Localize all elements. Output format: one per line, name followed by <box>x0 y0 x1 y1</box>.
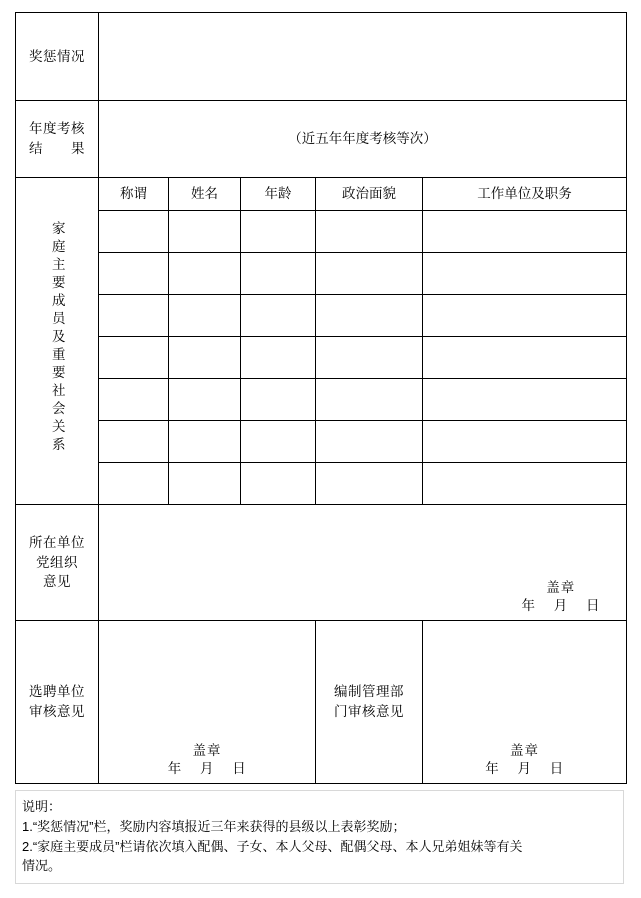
row-review-opinions <box>16 621 627 784</box>
staffing-dept-date-line[interactable]: 年 月 日 <box>485 760 564 776</box>
cell-name[interactable] <box>169 463 241 505</box>
label-hiring-unit-opinion-line2: 审核意见 <box>29 704 85 719</box>
cell-name[interactable] <box>169 379 241 421</box>
cell-relation[interactable] <box>99 211 169 253</box>
label-family-relations-text: 家庭主要成员及重要社会关系 <box>49 221 65 456</box>
table-row <box>16 421 627 463</box>
cell-political-status[interactable] <box>316 379 423 421</box>
cell-name[interactable] <box>169 421 241 463</box>
table-row <box>16 295 627 337</box>
cell-name[interactable] <box>169 295 241 337</box>
field-reward-punishment[interactable] <box>99 13 627 101</box>
cell-name[interactable] <box>169 337 241 379</box>
field-annual-assessment[interactable]: （近五年年度考核等次） <box>99 101 627 178</box>
label-family-relations <box>16 178 99 505</box>
cell-relation[interactable] <box>99 253 169 295</box>
table-row <box>16 211 627 253</box>
label-annual-assessment-line2: 结 果 <box>29 141 85 156</box>
footnote-item-2-continued: 情况。 <box>22 858 62 874</box>
table-row <box>16 253 627 295</box>
footnote-heading: 说明： <box>22 799 62 814</box>
label-party-org-opinion-line2: 党组织 <box>36 554 78 570</box>
label-annual-assessment <box>16 101 99 178</box>
cell-political-status[interactable] <box>316 295 423 337</box>
personnel-form-table <box>15 12 627 784</box>
cell-workplace-position[interactable] <box>423 463 627 505</box>
cell-political-status[interactable] <box>316 463 423 505</box>
label-staffing-dept-opinion-line1: 编制管理部 <box>334 684 404 700</box>
cell-age[interactable] <box>241 421 316 463</box>
hiring-unit-stamp-block <box>168 742 247 778</box>
row-annual-assessment <box>16 101 627 178</box>
hiring-unit-date-line[interactable]: 年 月 日 <box>167 760 247 776</box>
party-org-seal-label: 盖章 <box>546 579 576 595</box>
footnote-item-2: 2.“家庭主要成员”栏请依次填入配偶、子女、本人父母、配偶父母、本人兄弟姐妹等有关 <box>22 838 523 854</box>
column-header-political-status: 政治面貌 <box>316 178 423 211</box>
label-annual-assessment-line1: 年度考核 <box>29 121 85 137</box>
party-org-opinion-body <box>99 506 626 619</box>
cell-age[interactable] <box>241 295 316 337</box>
row-family-header <box>16 178 627 211</box>
cell-relation[interactable] <box>99 421 169 463</box>
field-staffing-dept-opinion[interactable] <box>423 621 627 784</box>
cell-name[interactable] <box>169 211 241 253</box>
label-reward-punishment: 奖惩情况 <box>16 13 99 101</box>
cell-political-status[interactable] <box>316 421 423 463</box>
footnote-box <box>15 790 624 884</box>
column-header-name: 姓名 <box>169 178 241 211</box>
hiring-unit-seal-label: 盖章 <box>192 742 222 758</box>
table-row <box>16 463 627 505</box>
cell-age[interactable] <box>241 211 316 253</box>
label-party-org-opinion-line3: 意见 <box>43 574 71 590</box>
cell-political-status[interactable] <box>316 253 423 295</box>
cell-political-status[interactable] <box>316 211 423 253</box>
row-party-org-opinion <box>16 505 627 621</box>
field-hiring-unit-opinion[interactable] <box>99 621 316 784</box>
staffing-dept-stamp-block <box>485 742 564 778</box>
cell-workplace-position[interactable] <box>423 337 627 379</box>
footnote-item-1: 1.“奖惩情况”栏，奖励内容填报近三年来获得的县级以上表彰奖励； <box>22 818 406 834</box>
row-reward-punishment <box>16 13 627 101</box>
hiring-unit-opinion-body <box>99 622 315 782</box>
table-row <box>16 379 627 421</box>
cell-workplace-position[interactable] <box>423 379 627 421</box>
cell-relation[interactable] <box>99 295 169 337</box>
cell-workplace-position[interactable] <box>423 253 627 295</box>
cell-name[interactable] <box>169 253 241 295</box>
party-org-date-line[interactable]: 年 月 日 <box>521 597 601 613</box>
column-header-age: 年龄 <box>241 178 316 211</box>
cell-political-status[interactable] <box>316 337 423 379</box>
label-hiring-unit-opinion <box>16 621 99 784</box>
cell-relation[interactable] <box>99 463 169 505</box>
cell-relation[interactable] <box>99 379 169 421</box>
cell-workplace-position[interactable] <box>423 211 627 253</box>
cell-age[interactable] <box>241 253 316 295</box>
cell-workplace-position[interactable] <box>423 295 627 337</box>
cell-age[interactable] <box>241 379 316 421</box>
label-hiring-unit-opinion-line1: 选聘单位 <box>29 684 85 700</box>
label-party-org-opinion <box>16 505 99 621</box>
field-party-org-opinion[interactable] <box>99 505 627 621</box>
label-party-org-opinion-line1: 所在单位 <box>29 535 85 551</box>
cell-age[interactable] <box>241 337 316 379</box>
staffing-dept-seal-label: 盖章 <box>510 742 540 758</box>
label-staffing-dept-opinion <box>316 621 423 784</box>
party-org-stamp-block <box>522 579 601 615</box>
table-row <box>16 337 627 379</box>
cell-age[interactable] <box>241 463 316 505</box>
column-header-workplace-position: 工作单位及职务 <box>423 178 627 211</box>
cell-workplace-position[interactable] <box>423 421 627 463</box>
label-staffing-dept-opinion-line2: 门审核意见 <box>334 704 404 719</box>
cell-relation[interactable] <box>99 337 169 379</box>
column-header-relation: 称谓 <box>99 178 169 211</box>
staffing-dept-opinion-body <box>423 622 626 782</box>
